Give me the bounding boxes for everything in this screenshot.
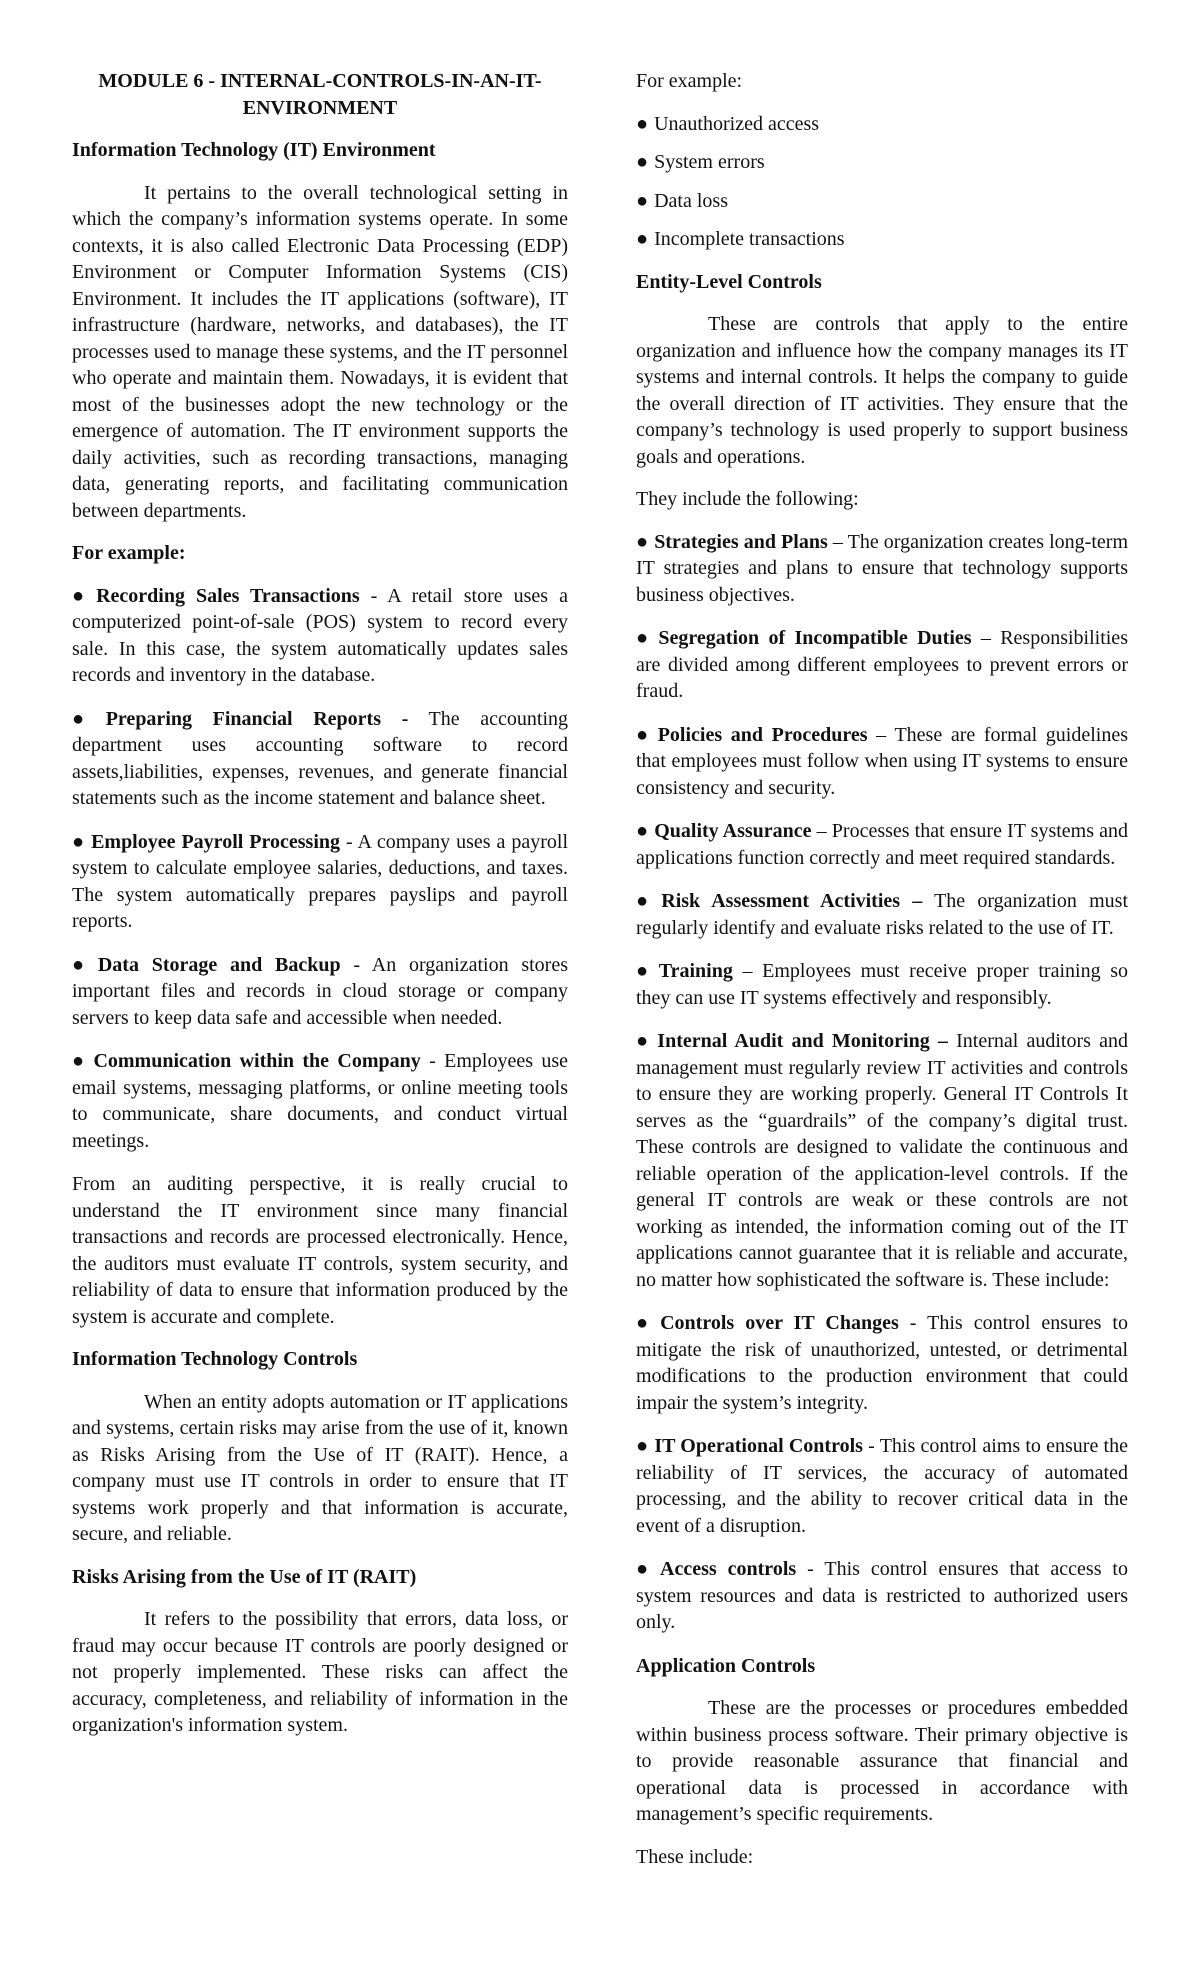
section-heading-entity-level: Entity-Level Controls bbox=[636, 270, 822, 293]
example-term: Communication within the Company bbox=[93, 1050, 421, 1072]
example-item bbox=[72, 706, 568, 812]
section-heading-it-controls: Information Technology Controls bbox=[72, 1348, 358, 1370]
control-sep: – bbox=[971, 627, 1001, 649]
control-term: IT Operational Controls bbox=[654, 1435, 863, 1457]
example-desc: Employees use email systems, messaging platforms, or online meeting tools to communicate, share documents, and conduct virtual meetings. bbox=[72, 1050, 568, 1152]
example-sep: - bbox=[340, 953, 372, 976]
section-heading-application-controls: Application Controls bbox=[636, 1654, 816, 1677]
bullet-icon: ● bbox=[636, 189, 649, 212]
bullet-icon: ● bbox=[636, 530, 649, 553]
entity-include-label: They include the following: bbox=[636, 488, 859, 510]
example-term: Data Storage and Backup bbox=[97, 953, 341, 976]
example-sep: - bbox=[359, 584, 388, 607]
control-sep bbox=[922, 890, 934, 912]
bullet-icon: ● bbox=[636, 1030, 652, 1052]
risk-example-item bbox=[636, 188, 1128, 215]
example-term: Preparing Financial Reports - bbox=[105, 707, 409, 730]
bullet-icon: ● bbox=[636, 1312, 655, 1334]
control-sep: - bbox=[898, 1312, 928, 1334]
control-sep: – bbox=[732, 960, 763, 982]
control-sep: – bbox=[811, 820, 832, 842]
section-heading-rait: Risks Arising from the Use of IT (RAIT) bbox=[72, 1565, 417, 1588]
example-desc: A retail store uses a computerized point-of-sale (POS) system to record every sale. In this case, the system automatically updates sales records and inventory in the database. bbox=[72, 584, 568, 686]
bullet-icon: ● bbox=[636, 1435, 649, 1457]
example-item bbox=[72, 952, 568, 1032]
example-item bbox=[72, 1048, 568, 1154]
risk-example-text: System errors bbox=[654, 151, 765, 173]
entity-control-item bbox=[636, 722, 1128, 802]
bullet-icon: ● bbox=[72, 1050, 88, 1072]
bullet-icon: ● bbox=[636, 112, 649, 135]
control-term: Strategies and Plans bbox=[654, 530, 828, 553]
control-sep: - bbox=[862, 1435, 880, 1457]
control-desc: These are formal guidelines that employees must follow when using IT systems to ensure consistency and security. bbox=[636, 723, 1128, 799]
control-term: Policies and Procedures bbox=[657, 723, 868, 746]
bullet-icon: ● bbox=[636, 960, 653, 982]
right-column bbox=[636, 68, 1128, 1886]
example-sep: - bbox=[340, 830, 358, 853]
paragraph-it-environment: It pertains to the overall technological setting in which the company’s information systems operate. In some contexts, it is also called Electronic Data Processing (EDP) Environment or Computer Information Systems (CIS) Environment. It includes the IT applications (software), IT infrastructure (hardware, networks, and databases), the IT processes used to manage these systems, and the IT personnel who operate and maintain them. Nowadays, it is evident that most of the businesses adopt the new technology or the emergence of automation. The IT environment supports the daily activities, such as recording transactions, managing data, generating reports, and facilitating communication between departments. bbox=[72, 181, 568, 522]
bullet-icon: ● bbox=[72, 707, 100, 730]
bullet-icon: ● bbox=[636, 890, 656, 912]
control-term: Controls over IT Changes bbox=[660, 1312, 899, 1334]
entity-control-item bbox=[636, 529, 1128, 609]
paragraph-rait: It refers to the possibility that errors, data loss, or fraud may occur because IT controls are poorly designed or not properly implemented. These risks can affect the accuracy, completeness, and reliability of information in the organization's information system. bbox=[72, 1608, 568, 1736]
risk-example-item bbox=[636, 226, 1128, 253]
example-term: Recording Sales Transactions bbox=[96, 584, 360, 607]
left-column bbox=[72, 68, 568, 1755]
paragraph-application-controls: These are the processes or procedures embedded within business process software. Their primary objective is to provide reasonable assurance that financial and operational data is processed in accordance with management’s specific requirements. bbox=[636, 1697, 1128, 1825]
example-sep: - bbox=[420, 1050, 445, 1072]
bullet-icon: ● bbox=[72, 830, 86, 853]
example-item bbox=[72, 583, 568, 689]
control-term: Risk Assessment Activities – bbox=[661, 890, 923, 912]
example-desc: An organization stores important files and records in cloud storage or company servers to keep data safe and accessible when needed. bbox=[72, 953, 568, 1029]
control-desc: Processes that ensure IT systems and applications function correctly and meet required standards. bbox=[636, 820, 1129, 869]
control-sep: – bbox=[827, 530, 848, 553]
entity-control-item bbox=[636, 818, 1128, 871]
paragraph-entity-level: These are controls that apply to the entire organization and influence how the company manages its IT systems and internal controls. It helps the company to guide the overall direction of IT activities. They ensure that the company’s technology is used properly to support business goals and operations. bbox=[636, 313, 1128, 468]
bullet-icon: ● bbox=[636, 228, 649, 250]
application-include-label: These include: bbox=[636, 1845, 754, 1868]
control-desc: Responsibilities are divided among different employees to prevent errors or fraud. bbox=[636, 627, 1128, 702]
example-sep bbox=[408, 708, 428, 730]
control-sep: – bbox=[867, 723, 895, 746]
module-title: MODULE 6 - INTERNAL-CONTROLS-IN-AN-IT-ENVIRONMENT bbox=[98, 70, 542, 119]
risk-example-text: Unauthorized access bbox=[654, 112, 820, 135]
control-term: Training bbox=[658, 960, 733, 982]
risk-example-text: Incomplete transactions bbox=[654, 228, 845, 250]
control-sep: - bbox=[796, 1558, 825, 1580]
general-control-item bbox=[636, 1433, 1128, 1539]
bullet-icon: ● bbox=[636, 1558, 655, 1580]
examples-heading: For example: bbox=[72, 542, 186, 564]
risk-example-item bbox=[636, 149, 1128, 176]
bullet-icon: ● bbox=[72, 953, 92, 976]
bullet-icon: ● bbox=[636, 151, 649, 173]
paragraph-it-controls: When an entity adopts automation or IT applications and systems, certain risks may arise from the use of it, known as Risks Arising from the Use of IT (RAIT). Hence, a company must use IT controls in order to ensure that IT systems work properly and that information is accurate, secure, and reliable. bbox=[72, 1390, 568, 1545]
example-desc: A company uses a payroll system to calculate employee salaries, deductions, and taxes. The system automatically prepares payslips and payroll reports. bbox=[72, 830, 569, 932]
bullet-icon: ● bbox=[72, 584, 91, 607]
bullet-icon: ● bbox=[636, 723, 652, 746]
section-heading-it-environment: Information Technology (IT) Environment bbox=[72, 139, 436, 161]
example-term: Employee Payroll Processing bbox=[91, 830, 341, 853]
entity-control-item bbox=[636, 888, 1128, 941]
control-desc: The organization creates long-term IT strategies and plans to ensure that technology supports business objectives. bbox=[636, 530, 1128, 606]
control-desc: This control aims to ensure the reliability of IT services, the accuracy of automated processing, and the ability to recover critical data in the event of a disruption. bbox=[636, 1435, 1128, 1537]
control-desc: This control ensures that access to system resources and data is restricted to authorized users only. bbox=[636, 1558, 1128, 1633]
risk-example-item bbox=[636, 111, 1128, 138]
entity-control-item bbox=[636, 1028, 1128, 1293]
entity-control-item bbox=[636, 958, 1128, 1011]
for-example-label: For example: bbox=[636, 70, 743, 92]
example-item bbox=[72, 829, 568, 935]
entity-control-item bbox=[636, 625, 1128, 705]
control-desc: The organization must regularly identify and evaluate risks related to the use of IT. bbox=[636, 890, 1129, 939]
general-control-item bbox=[636, 1556, 1128, 1636]
control-desc: Employees must receive proper training so they can use IT systems effectively and responsibly. bbox=[636, 960, 1128, 1009]
control-term: Segregation of Incompatible Duties bbox=[658, 627, 972, 649]
bullet-icon: ● bbox=[636, 820, 649, 842]
general-control-item bbox=[636, 1310, 1128, 1416]
paragraph-auditing: From an auditing perspective, it is really crucial to understand the IT environment since many financial transactions and records are processed electronically. Hence, the auditors must evaluate IT controls, system security, and reliability of data to ensure that information produced by the system is accurate and complete. bbox=[72, 1173, 568, 1328]
control-term: Internal Audit and Monitoring – bbox=[657, 1030, 948, 1052]
control-desc: Internal auditors and management must regularly review IT activities and controls to ensure they are working properly. General IT Controls It serves as the “guardrails” of the company’s digital trust. These controls are designed to validate the continuous and reliable operation of the application-level controls. If the general IT controls are weak or these controls are not working as intended, the information coming out of the IT applications cannot guarantee that it is reliable and accurate, no matter how sophisticated the software is. These include: bbox=[636, 1030, 1129, 1291]
control-sep bbox=[948, 1030, 956, 1052]
bullet-icon: ● bbox=[636, 627, 653, 649]
control-desc: This control ensures to mitigate the risk of unauthorized, untested, or detrimental modifications to the production environment that could impair the system’s integrity. bbox=[636, 1312, 1128, 1414]
control-term: Quality Assurance bbox=[654, 820, 812, 842]
example-desc: The accounting department uses accounting software to record assets,liabilities, expenses, revenues, and generate financial statements such as the income statement and balance sheet. bbox=[72, 707, 568, 809]
control-term: Access controls bbox=[660, 1558, 797, 1580]
risk-example-text: Data loss bbox=[654, 189, 728, 212]
